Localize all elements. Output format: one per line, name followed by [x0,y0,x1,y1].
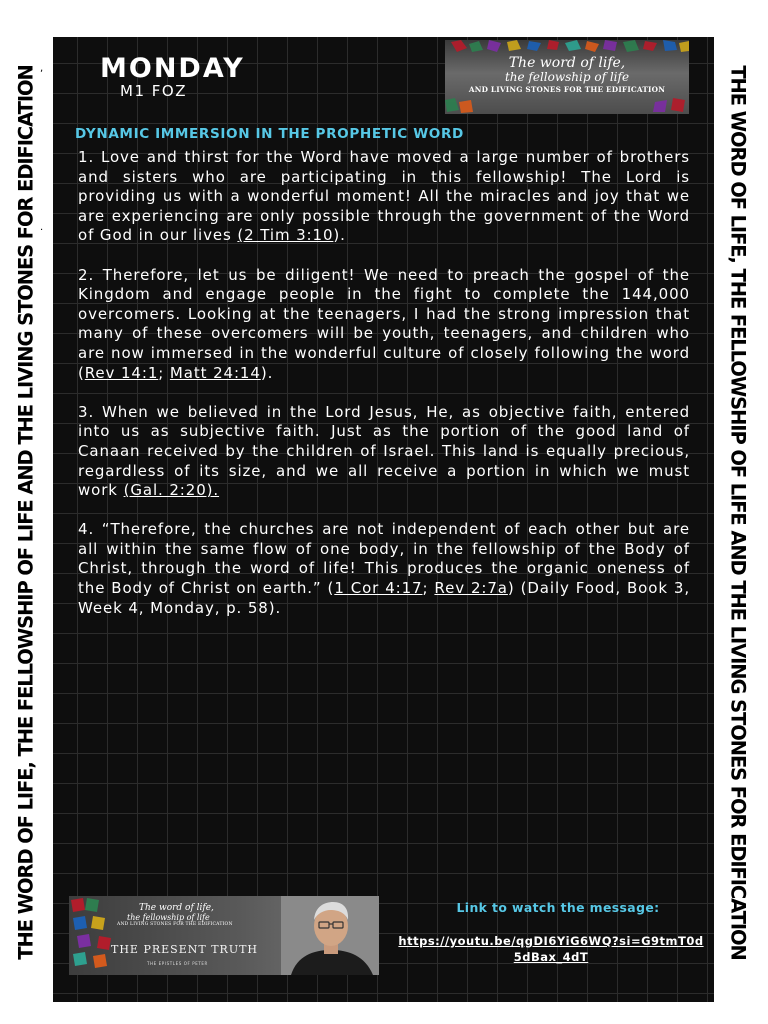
paragraph-2: 2. Therefore, let us be diligent! We need to preach the gospel of the Kingdom and engage people in the fight to complete the 144,000 overcomers. Looking at the teenagers, I had the strong impression that many of these overcomers will be youth, teenagers, and children who are now immersed in the wonderful culture of closely following the word (Rev 14:1; Matt 24:14). [78,265,690,382]
left-side-banner [0,0,52,1024]
scripture-ref-link[interactable]: (2 Tim 3:10 [237,226,334,245]
scripture-ref-link[interactable]: Rev 14:1 [84,363,159,382]
paragraph-4: 4. “Therefore, the churches are not independent of each other but are all within the same flow of one body, in the fellowship of the Body of Christ, through the word of life! This produces the organic oneness of the Body of Christ on earth.” (1 Cor 4:17; Rev 2:7a) (Daily Food, Book 3, Week 4, Monday, p. 58). [78,520,690,617]
day-subtitle: M1 FOZ [120,82,187,100]
paragraph-1: 1. Love and thirst for the Word have moved a large number of brothers and sisters who are participating in this fellowship! The Lord is providing us with a wonderful moment! All the miracles and joy that we are experiencing are only possible through the government of the Word of God in our lives (2 Tim 3:10). [78,148,690,245]
paragraph-3: 3. When we believed in the Lord Jesus, He, as objective faith, entered into us as subjective faith. Just as the portion of the good land of Canaan received by the children of Israel. This land is equally precious, regardless of its size, and we all receive a portion in which we must work (Gal. 2:20). [78,402,690,500]
section-heading: DYNAMIC IMMERSION IN THE PROPHETIC WORD [75,126,464,142]
thumb-line-1: The word of life, [139,903,214,913]
gems-decoration [69,896,129,975]
thumb-caption: THE EPISTLES OF PETER [147,961,208,966]
stray-mark: . [40,222,44,233]
link-label: Link to watch the message: [456,900,660,915]
logo-line-2: the fellowship of life [504,70,630,84]
thumb-line-2: the fellowship of life [127,913,210,922]
day-title: MONDAY [100,53,245,84]
stray-mark: , [40,63,44,74]
scripture-ref-link[interactable]: Matt 24:14 [169,363,261,382]
logo-line-3: AND LIVING STONES FOR THE EDIFICATION [468,85,666,94]
thumb-line-3: AND LIVING STONES FOR THE EDIFICATION [117,922,233,927]
message-link[interactable]: https://youtu.be/qgDI6YiG6WQ?si=G9tmT0d5dBax_4dT [398,934,704,964]
scripture-ref-link[interactable]: (Gal. 2:20). [123,481,220,500]
right-side-banner [708,0,768,1024]
header-logo [445,40,689,114]
body-text [78,148,690,638]
speaker-photo [281,896,379,975]
thumb-title: THE PRESENT TRUTH [111,943,259,956]
left-banner-text: THE WORD OF LIFE, THE FELLOWSHIP OF LIFE AND THE LIVING STONES FOR EDIFICATION [14,64,38,960]
scripture-ref-link[interactable]: 1 Cor 4:17 [334,579,423,598]
logo-line-1: The word of life, [508,55,626,71]
right-banner-text: THE WORD OF LIFE, THE FELLOWSHIP OF LIFE AND THE LIVING STONES FOR EDIFICATION [726,64,750,960]
content-panel [53,37,714,1002]
video-thumbnail[interactable] [69,896,379,975]
scripture-ref-link[interactable]: Rev 2:7a [434,579,508,598]
